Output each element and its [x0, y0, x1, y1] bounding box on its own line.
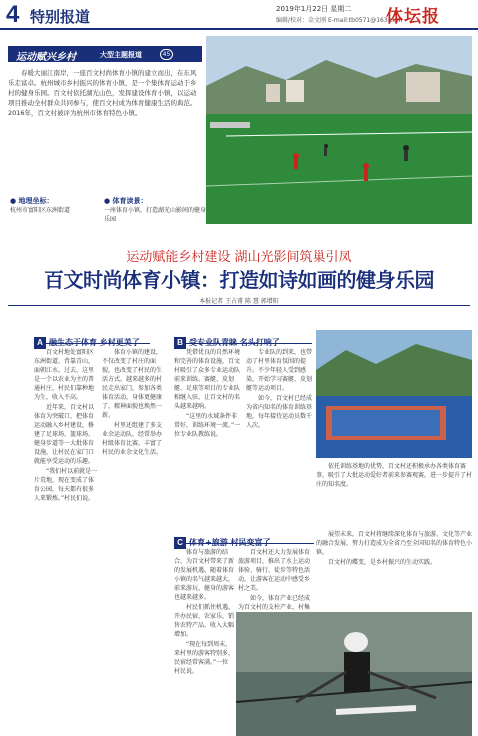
column-b1: 凭借优良的自然环境和完善的体育设施，百文村吸引了众多专业运动队前来训练。赛艇、皮划艇、足球等项目的专业队相继入驻，让百文村的名头越来越响。 “这里的水域条件非常好，训练环境一流。”一位专业队教练说。	[174, 349, 241, 438]
section-a-header: A 融生态于体育 乡村更美了	[34, 330, 150, 344]
title-rule	[8, 305, 470, 306]
series-title: 运动赋兴乡村	[16, 52, 76, 63]
rower-photo	[236, 612, 472, 736]
location-icon: ● 地理坐标：	[10, 197, 54, 205]
page-header	[0, 0, 478, 30]
column-b2: 专业队的到来，也带动了村里体育氛围的提升。不少年轻人受到感染，开始学习赛艇、皮划艇等运动项目。 如今，百文村已经成为省内知名的体育训练基地，每年接待运动员数千人次。	[246, 349, 313, 429]
column-b3: 依托训练基地的优势，百文村还积极承办各类体育赛事，吸引了大批运动爱好者前来参赛观赛，进一步提升了村庄的知名度。	[316, 463, 473, 488]
editor-line: 编辑/校对：金文刚 E-mail:tb0571@163.com	[276, 17, 403, 24]
intro-text: 春暖大丽江南岸，一座百文村尚体育小镇的建立而出，在东风乐走富卓。杭州城市乡村振兴的体育小镇，是一个集体育运动于乡村的健身乐园。百文村依托湖光山色，发挥建设体育小镇，以运动项目推动全村群众共同参与，使百文村成为体育健康生活的典范。2016年，百文村被评为杭州市体育特色小镇。	[8, 69, 197, 117]
lake-photo	[316, 330, 472, 458]
byline: 本报记者 王占甫 陈 慧 郭增阳	[199, 298, 279, 305]
section-c-header: C 体育+旅游 村民变富了	[174, 530, 314, 544]
article-title: 百文时尚体育小镇：打造如诗如画的健身乐园	[44, 268, 434, 292]
section-b-header: B 受专业队青睐 名头打响了	[174, 330, 312, 344]
newspaper-logo: 体坛报	[386, 7, 440, 27]
column-a2: 体育小镇的建设，不仅改变了村庄的面貌，也改变了村民的生活方式。越来越多的村民走出家门，参加各类体育活动，身体更健康了，精神面貌也焕然一新。 村里还组建了多支业余运动队，经常举办村级体育比赛，丰富了村民的业余文化生活。	[102, 349, 163, 456]
sports-icon: ● 体育读景：	[104, 197, 148, 205]
sports-info: ● 体育读景： 一座体育小镇，打造湖光山影间的健身乐园	[104, 197, 207, 223]
section-name: 特别报道	[30, 8, 91, 26]
column-c3: 展望未来，百文村将继续深化体育与旅游、文化等产业的融合发展，努力打造成为全省乃至全国知名的体育特色小镇。 百文村的蝶变，是乡村振兴的生动实践。	[316, 531, 473, 566]
geo-info: ● 地理坐标： 杭州市富阳区东洲街道	[10, 196, 100, 215]
article-subtitle: 运动赋能乡村建设 湖山光影间筑巢引凤	[126, 250, 352, 265]
series-number: 45	[160, 49, 173, 60]
email[interactable]: E-mail:tb0571@163.com	[327, 17, 403, 24]
column-c1: 体育与旅游的结合，为百文村带来了新的发展机遇。随着体育小镇的名气越来越大，前来游玩、健身的游客也越来越多。 村民们抓住机遇，开办民宿、农家乐，销售农特产品，收入大幅增加。 “现在每到周末，来村里的游客特别多，民宿经常客满。”一位村民说。	[174, 549, 235, 675]
column-c2: 百文村还大力发展体育旅游项目，推出了水上运动体验、骑行、徒步等特色活动，让游客在运动中感受乡村之美。 如今，体育产业已经成为百文村的支柱产业，村集	[238, 549, 311, 611]
column-a1: 百文村地处富阳区东洲街道，背靠青山，面朝江水。过去，这里是一个以农业为主的普通村庄，村民们靠种地为生，收入不高。 近年来，百文村以体育为突破口，把体育运动融入乡村建设，修建了足球场、篮球场、健身步道等一大批体育设施，让村民在家门口就能享受运动的乐趣。 “我们村以前就是一片荒地，现在变成了体育公园，每天都有很多人来锻炼。”村民们说。	[34, 349, 98, 502]
series-subtitle: 大型主题报道	[100, 51, 142, 59]
page-number: 4	[6, 1, 20, 28]
football-field-photo	[206, 36, 472, 224]
issue-date: 2019年1月22日 星期二	[276, 5, 352, 13]
